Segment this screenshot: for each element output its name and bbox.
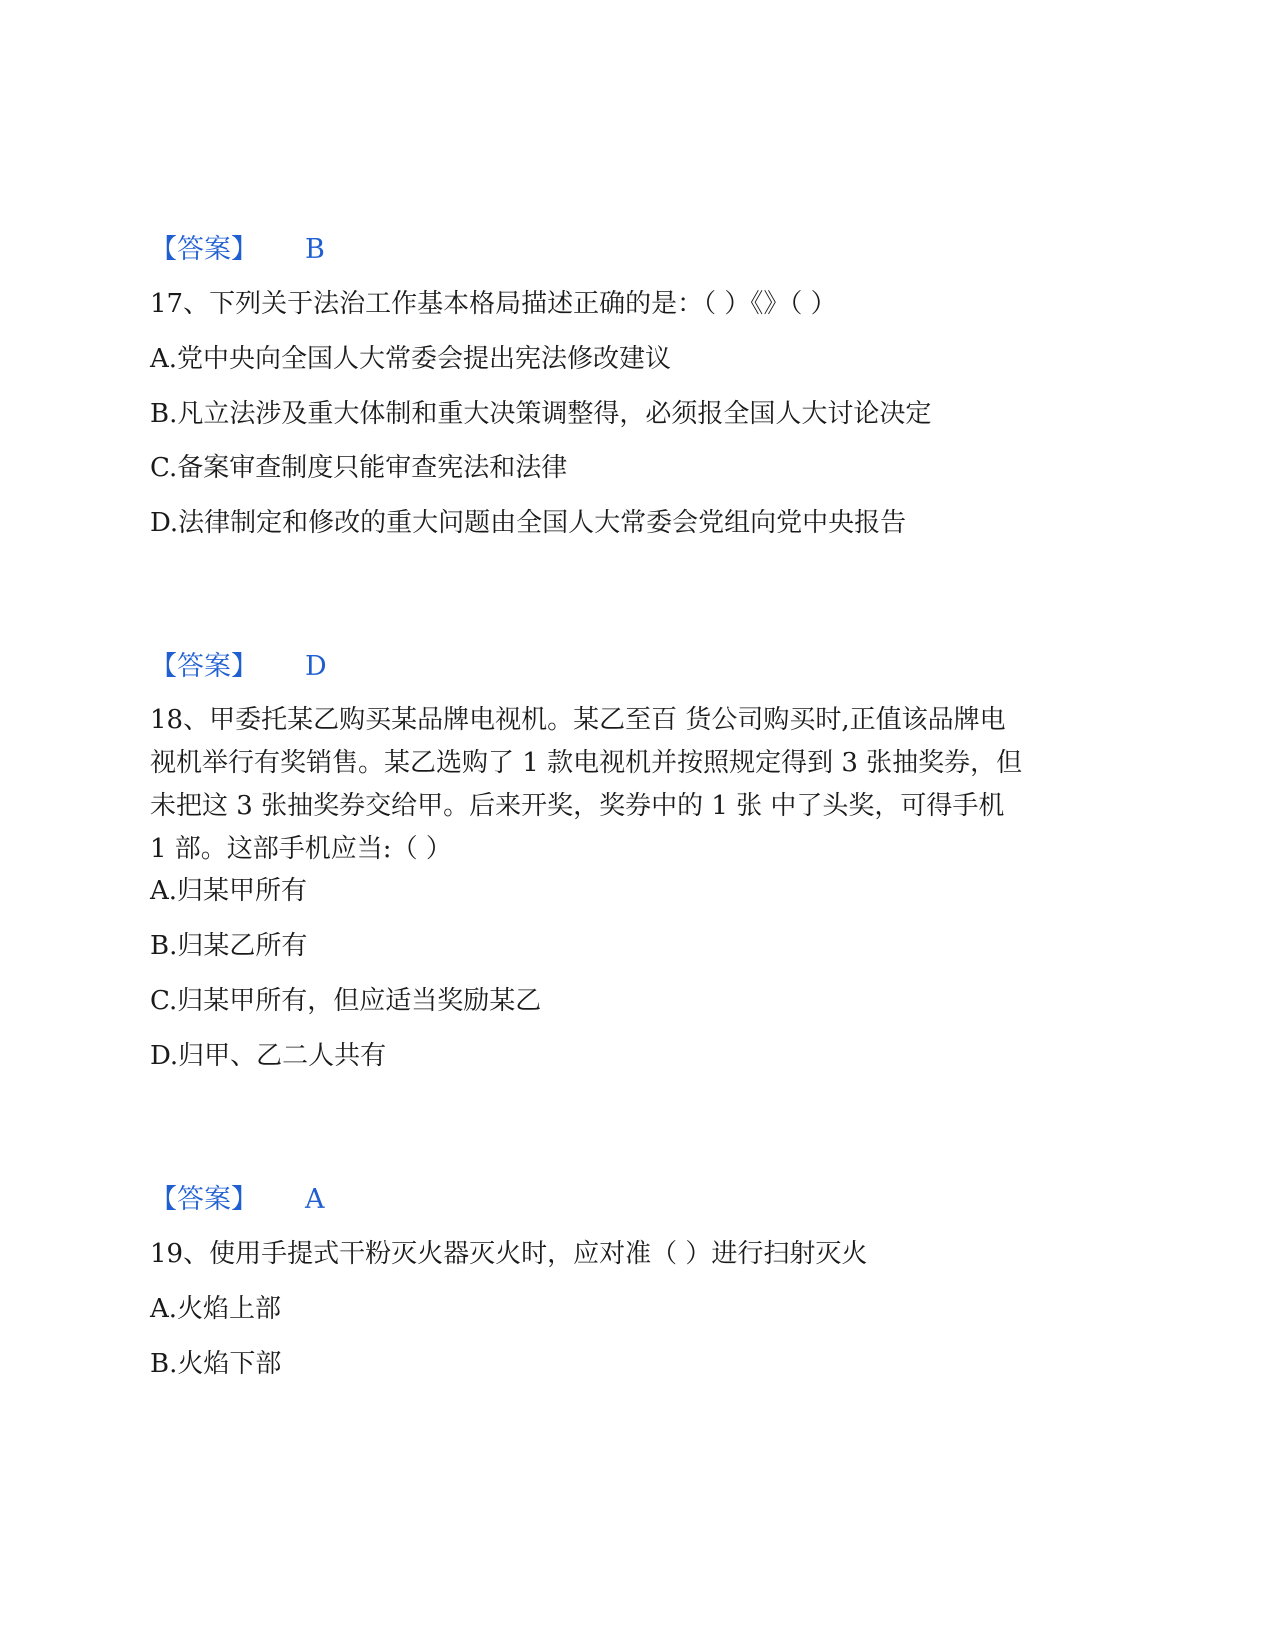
question-17-option-a: A.党中央向全国人大常委会提出宪法修改建议 (150, 344, 672, 374)
question-17-stem: 17、下列关于法治工作基本格局描述正确的是：（ ）《》（ ） (150, 289, 837, 319)
question-18-stem-line: 1 部。这部手机应当:（ ） (150, 834, 452, 864)
answer-line (150, 1183, 325, 1217)
answer-label: 【答案】 (150, 1184, 258, 1215)
question-18-option-a: A.归某甲所有 (150, 876, 308, 906)
answer-label: 【答案】 (150, 234, 258, 265)
answer-value: B (305, 234, 325, 265)
answer-line (150, 233, 325, 267)
answer-value: A (305, 1184, 325, 1215)
question-19-option-b: B.火焰下部 (150, 1349, 282, 1379)
question-17-option-d: D.法律制定和修改的重大问题由全国人大常委会党组向党中央报告 (150, 508, 907, 538)
question-18-stem-line: 视机举行有奖销售。某乙选购了 1 款电视机并按照规定得到 3 张抽奖券，但 (150, 748, 1023, 778)
question-18-stem-line: 未把这 3 张抽奖券交给甲。后来开奖，奖券中的 1 张 中了头奖，可得手机 (150, 791, 1005, 821)
question-17-option-c: C.备案审查制度只能审查宪法和法律 (150, 453, 568, 483)
question-19-option-a: A.火焰上部 (150, 1294, 282, 1324)
answer-line (150, 650, 327, 684)
question-18-stem (150, 699, 1130, 871)
question-18-option-d: D.归甲、乙二人共有 (150, 1041, 387, 1071)
answer-label: 【答案】 (150, 651, 258, 682)
question-18-option-b: B.归某乙所有 (150, 931, 308, 961)
answer-value: D (305, 651, 327, 682)
question-17-option-b: B.凡立法涉及重大体制和重大决策调整得，必须报全国人大讨论决定 (150, 399, 932, 429)
question-18-option-c: C.归某甲所有，但应适当奖励某乙 (150, 986, 542, 1016)
question-18-stem-line: 18、甲委托某乙购买某品牌电视机。某乙至百 货公司购买时,正值该品牌电 (150, 705, 1006, 735)
question-19-stem: 19、使用手提式干粉灭火器灭火时，应对准（ ）进行扫射灭火 (150, 1239, 868, 1269)
